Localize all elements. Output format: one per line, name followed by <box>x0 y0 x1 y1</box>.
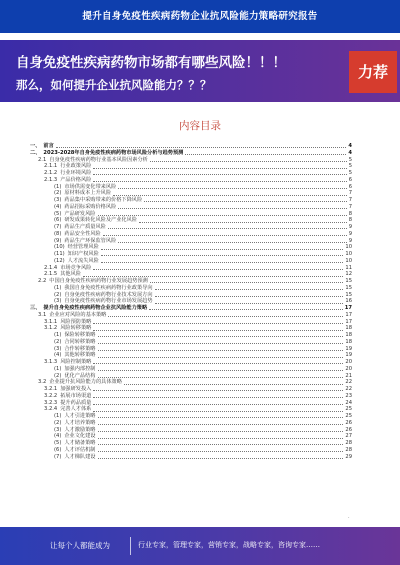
toc-leader-dots <box>98 438 344 439</box>
toc-entry[interactable] <box>30 447 352 454</box>
recommend-badge: 力荐 <box>349 51 397 93</box>
toc-leader-dots <box>108 316 343 317</box>
toc-entry-page: 5 <box>348 163 352 170</box>
toc-entry-title: 风险控制策略 <box>60 359 92 365</box>
toc-leader-dots <box>124 384 344 385</box>
toc-entry-number: (5) <box>54 440 62 446</box>
toc-entry-number: (8) <box>54 230 62 237</box>
toc-entry-number: (12) <box>54 257 65 264</box>
toc-leader-dots <box>101 249 344 250</box>
toc-entry[interactable] <box>30 190 352 197</box>
toc-entry-number: 2.1.4 <box>44 264 58 271</box>
toc-entry-number: (1) <box>54 332 62 338</box>
toc-entry-number: (2) <box>54 419 62 426</box>
toc-entry-title: 完善人才体系 <box>60 406 92 413</box>
toc-leader-dots <box>149 309 343 310</box>
toc-leader-dots <box>103 235 347 236</box>
toc-entry-title: 前言 <box>43 143 54 149</box>
toc-leader-dots <box>98 444 344 445</box>
toc-entry[interactable] <box>30 339 352 346</box>
toc-entry-page: 4 <box>348 149 352 156</box>
toc-entry-number: (7) <box>54 224 62 230</box>
toc-leader-dots <box>98 357 344 358</box>
toc-entry-title: 我国自身免疫性疾病药物行业政策导向 <box>64 284 153 291</box>
toc-leader-dots <box>101 255 344 256</box>
toc-entry[interactable] <box>30 271 352 278</box>
toc-entry[interactable] <box>30 420 352 427</box>
toc-entry-title: 优化产品结构 <box>64 372 96 379</box>
toc-entry-number: (3) <box>54 345 62 352</box>
toc-leader-dots <box>93 323 343 324</box>
toc-entry-title: 提升自身免疫性疾病药物企业抗风险能力策略 <box>43 305 148 311</box>
toc-leader-dots <box>144 201 347 202</box>
toc-leader-dots <box>118 208 346 209</box>
toc-leader-dots <box>98 336 344 337</box>
toc-entry-page: 10 <box>345 257 352 264</box>
toc-leader-dots <box>108 228 347 229</box>
toc-entry-title: 药品招标采购价格风险 <box>64 203 117 210</box>
toc-entry-page: 10 <box>345 251 352 257</box>
toc-entry-number: 2.1.5 <box>44 271 58 278</box>
toc-entry-title: 人才培养策略 <box>64 419 96 426</box>
toc-leader-dots <box>150 282 344 283</box>
toc-entry-page: 17 <box>344 305 352 311</box>
toc-entry-page: 7 <box>348 190 352 197</box>
toc-entry-title: 市场竞争风险 <box>60 264 92 271</box>
toc-leader-dots <box>185 154 346 155</box>
toc-entry-page: 4 <box>348 143 352 149</box>
toc-entry-page: 21 <box>345 372 352 379</box>
toc-leader-dots <box>98 417 344 418</box>
table-of-contents <box>30 143 352 460</box>
toc-entry[interactable] <box>30 386 352 393</box>
banner-subheadline: 那么，如何提升企业抗风险能力？？？ <box>16 78 212 92</box>
toc-entry[interactable] <box>30 197 352 204</box>
toc-entry-page: 22 <box>345 386 352 392</box>
toc-leader-dots <box>98 350 344 351</box>
toc-entry-title: 保险转移策略 <box>64 332 96 338</box>
toc-entry-page: 22 <box>345 379 352 386</box>
toc-leader-dots <box>139 222 347 223</box>
toc-entry-page: 15 <box>345 291 352 298</box>
toc-entry-title: 人才评估机制 <box>64 446 96 453</box>
toc-entry-number: (4) <box>54 433 62 440</box>
toc-entry[interactable] <box>30 244 352 251</box>
toc-entry-page: 7 <box>348 203 352 210</box>
toc-entry-number: (11) <box>54 251 65 257</box>
toc-entry[interactable] <box>30 359 352 366</box>
toc-entry-title: 合同转移策略 <box>64 338 96 345</box>
report-title: 提升自身免疫性疾病药物企业抗风险能力策略研究报告 <box>82 11 318 22</box>
toc-entry-number: 2.2 <box>38 278 47 284</box>
toc-entry-number: 2.1.3 <box>44 176 58 183</box>
toc-entry-number: 3.2.3 <box>44 399 58 406</box>
toc-entry-title: 自身免疫性疾病药物行业市场发展趋势 <box>64 298 153 305</box>
toc-entry-number: (9) <box>54 237 62 244</box>
toc-leader-dots <box>93 390 343 391</box>
toc-entry-page: 9 <box>348 237 352 244</box>
toc-entry-page: 25 <box>345 413 352 419</box>
toc-entry-number: (3) <box>54 426 62 433</box>
toc-entry-title: 药品生产环保监管风险 <box>64 237 117 244</box>
toc-entry-number: (6) <box>54 217 62 224</box>
toc-entry-page: 6 <box>348 176 352 183</box>
toc-entry-title: 加强研发投入 <box>60 386 92 392</box>
toc-entry-number: (1) <box>54 365 62 372</box>
toc-entry-number: 三、 <box>30 305 41 311</box>
toc-heading: 内容目录 <box>179 120 221 132</box>
toc-entry[interactable] <box>30 285 352 292</box>
toc-entry-page: 23 <box>345 392 352 399</box>
toc-entry-title: 其他转移策略 <box>64 352 96 359</box>
toc-entry[interactable] <box>30 366 352 373</box>
toc-entry-number: (2) <box>54 372 62 379</box>
toc-entry-number: 2.1.1 <box>44 163 58 170</box>
toc-entry-title: 人才引进策略 <box>64 413 96 419</box>
toc-entry-page: 20 <box>345 365 352 372</box>
toc-leader-dots <box>93 411 343 412</box>
toc-leader-dots <box>93 168 346 169</box>
toc-entry-number: 3.2.4 <box>44 406 58 413</box>
toc-entry-title: 人才激励策略 <box>64 426 96 433</box>
toc-leader-dots <box>118 188 346 189</box>
toc-leader-dots <box>93 269 343 270</box>
toc-leader-dots <box>93 397 343 398</box>
toc-entry[interactable] <box>30 150 352 157</box>
toc-entry-title: 企业应对风险的基本策略 <box>49 311 107 318</box>
toc-entry[interactable] <box>30 278 352 285</box>
toc-entry-number: (3) <box>54 197 62 203</box>
toc-entry-page: 24 <box>345 399 352 406</box>
toc-leader-dots <box>98 424 344 425</box>
toc-entry-page: 29 <box>345 453 352 460</box>
toc-entry-number: (3) <box>54 298 62 305</box>
toc-entry-page: 18 <box>345 332 352 338</box>
toc-entry-number: (6) <box>54 446 62 453</box>
toc-entry[interactable] <box>30 406 352 413</box>
toc-leader-dots <box>155 289 344 290</box>
toc-leader-dots <box>118 242 346 243</box>
toc-entry-title: 行业环境风险 <box>60 170 92 176</box>
toc-entry-number: (1) <box>54 183 62 190</box>
toc-entry-number: 2.1 <box>38 156 47 163</box>
page-mark: · <box>348 515 350 521</box>
toc-entry-title: 提升药品质量 <box>60 399 92 406</box>
toc-entry-number: 3.2.1 <box>44 386 58 392</box>
toc-entry-number: 3.1.2 <box>44 325 58 332</box>
toc-entry-title: 药品集中采购带来的价格下降风险 <box>64 197 143 203</box>
toc-entry[interactable] <box>30 143 352 150</box>
toc-entry-number: (2) <box>54 291 62 298</box>
toc-entry-title: 药品安全性风险 <box>64 230 101 237</box>
toc-entry-title: 原材料成本上升风险 <box>64 190 112 197</box>
toc-entry-title: 产品价格风险 <box>60 176 92 183</box>
toc-entry-title: 中国自身免疫性疾病药物行业发展趋势预测 <box>49 278 148 284</box>
toc-entry-page: 5 <box>348 170 352 176</box>
toc-entry-title: 其他风险 <box>60 271 81 278</box>
toc-entry-page: 26 <box>345 426 352 433</box>
toc-entry-title: 风险转移策略 <box>60 325 92 332</box>
footer-slogan: 让每个人都能成为 <box>50 541 110 550</box>
toc-leader-dots <box>98 215 347 216</box>
toc-entry[interactable] <box>30 440 352 447</box>
toc-entry-number: (4) <box>54 352 62 359</box>
toc-entry-number: (7) <box>54 453 62 460</box>
toc-entry-page: 9 <box>348 224 352 230</box>
toc-entry-page: 28 <box>345 446 352 453</box>
toc-leader-dots <box>98 343 344 344</box>
toc-entry[interactable] <box>30 298 352 305</box>
toc-entry-title: 自身免疫性疾病药物行业技术发展方向 <box>64 291 153 298</box>
toc-entry-title: 企业文化建设 <box>64 433 96 440</box>
toc-entry[interactable] <box>30 413 352 420</box>
toc-leader-dots <box>98 370 344 371</box>
toc-entry[interactable] <box>30 177 352 184</box>
toc-leader-dots <box>98 431 344 432</box>
toc-entry-title: 自身免疫性疾病药物行业基本风险因素分析 <box>49 156 148 163</box>
toc-entry[interactable] <box>30 454 352 461</box>
toc-entry-page: 19 <box>345 352 352 359</box>
toc-entry-page: 6 <box>348 183 352 190</box>
toc-entry-title: 加强内部控制 <box>64 365 96 372</box>
toc-leader-dots <box>150 161 347 162</box>
toc-entry[interactable] <box>30 433 352 440</box>
toc-entry[interactable] <box>30 163 352 170</box>
toc-entry-page: 11 <box>345 264 352 271</box>
toc-leader-dots <box>93 181 346 182</box>
toc-entry-page: 12 <box>345 271 352 278</box>
toc-entry-number: (1) <box>54 413 62 419</box>
toc-entry[interactable] <box>30 231 352 238</box>
toc-entry-page: 16 <box>345 298 352 305</box>
toc-entry[interactable] <box>30 251 352 258</box>
toc-entry-title: 研发成果转化风险及产业化风险 <box>64 217 137 224</box>
toc-entry-title: 药品生产质量风险 <box>64 224 106 230</box>
toc-entry-page: 8 <box>348 210 352 217</box>
toc-entry-number: 3.1.3 <box>44 359 58 365</box>
toc-entry[interactable] <box>30 325 352 332</box>
toc-leader-dots <box>98 458 344 459</box>
footer-divider <box>130 537 131 555</box>
toc-leader-dots <box>98 377 344 378</box>
toc-entry-title: 产品研发风险 <box>64 210 96 217</box>
toc-entry-page: 15 <box>345 278 352 284</box>
toc-entry-page: 28 <box>345 440 352 446</box>
toc-entry-number: 3.2.2 <box>44 392 58 399</box>
toc-entry[interactable] <box>30 312 352 319</box>
toc-entry-title: 风险预防策略 <box>60 318 92 325</box>
toc-entry-page: 7 <box>348 197 352 203</box>
toc-entry-number: 二、 <box>30 149 41 156</box>
toc-entry-number: (10) <box>54 244 65 251</box>
toc-entry-title: 经营管理风险 <box>67 244 99 251</box>
toc-entry-page: 5 <box>348 156 352 163</box>
toc-leader-dots <box>93 174 346 175</box>
toc-entry-title: 人才梯队建设 <box>64 453 96 460</box>
toc-entry-number: 2.1.2 <box>44 170 58 176</box>
toc-leader-dots <box>56 147 347 148</box>
toc-entry[interactable] <box>30 170 352 177</box>
toc-entry-page: 17 <box>345 318 352 325</box>
toc-entry-page: 20 <box>345 359 352 365</box>
toc-entry-number: 一、 <box>30 143 41 149</box>
toc-leader-dots <box>93 363 343 364</box>
toc-entry[interactable] <box>30 224 352 231</box>
toc-entry-page: 9 <box>348 230 352 237</box>
toc-entry-page: 15 <box>345 284 352 291</box>
toc-leader-dots <box>98 451 344 452</box>
toc-entry-page: 26 <box>345 419 352 426</box>
toc-entry[interactable] <box>30 352 352 359</box>
toc-entry-page: 25 <box>345 406 352 413</box>
toc-leader-dots <box>101 262 344 263</box>
toc-entry-title: 市场供需变化带来风险 <box>64 183 117 190</box>
toc-entry[interactable] <box>30 305 352 312</box>
toc-entry-page: 17 <box>345 311 352 318</box>
toc-entry-number: (1) <box>54 284 62 291</box>
toc-entry[interactable] <box>30 258 352 265</box>
toc-entry[interactable] <box>30 204 352 211</box>
toc-entry-title: 拓展市场渠道 <box>60 392 92 399</box>
toc-entry-number: 3.1.1 <box>44 318 58 325</box>
toc-entry-title: 人才流失风险 <box>67 257 99 264</box>
toc-entry-page: 10 <box>345 244 352 251</box>
toc-entry-title: 企业提升抗风险能力的具体策略 <box>49 379 122 386</box>
toc-entry-title: 合作转移策略 <box>64 345 96 352</box>
toc-entry-title: 知识产权风险 <box>67 251 99 257</box>
toc-entry-number: 3.2 <box>38 379 47 386</box>
toc-leader-dots <box>83 276 343 277</box>
toc-entry-page: 27 <box>345 433 352 440</box>
toc-entry[interactable] <box>30 217 352 224</box>
toc-entry-title: 行业政策风险 <box>60 163 92 170</box>
toc-entry-number: (5) <box>54 210 62 217</box>
toc-leader-dots <box>113 195 347 196</box>
toc-entry-page: 18 <box>345 338 352 345</box>
banner-headline: 自身免疫性疾病药物市场都有哪些风险！！！ <box>16 55 286 71</box>
toc-entry[interactable] <box>30 379 352 386</box>
footer-roles: 行业专家，管理专家，营销专家，战略专家，咨询专家…… <box>138 541 320 549</box>
toc-entry-title: 2023-2028年自身免疫性疾病药物市场风险分析与趋势预测 <box>43 149 184 156</box>
toc-entry-page: 8 <box>348 217 352 224</box>
toc-entry[interactable] <box>30 332 352 339</box>
toc-entry-number: (2) <box>54 190 62 197</box>
toc-leader-dots <box>155 303 344 304</box>
toc-entry-number: (2) <box>54 338 62 345</box>
report-title-band <box>0 0 400 33</box>
toc-entry-page: 19 <box>345 345 352 352</box>
toc-leader-dots <box>93 404 343 405</box>
toc-entry-number: 3.1 <box>38 311 47 318</box>
toc-entry[interactable] <box>30 393 352 400</box>
toc-entry-title: 人才储备策略 <box>64 440 96 446</box>
toc-entry-page: 18 <box>345 325 352 332</box>
toc-leader-dots <box>155 296 344 297</box>
toc-entry-number: (4) <box>54 203 62 210</box>
toc-leader-dots <box>93 330 343 331</box>
